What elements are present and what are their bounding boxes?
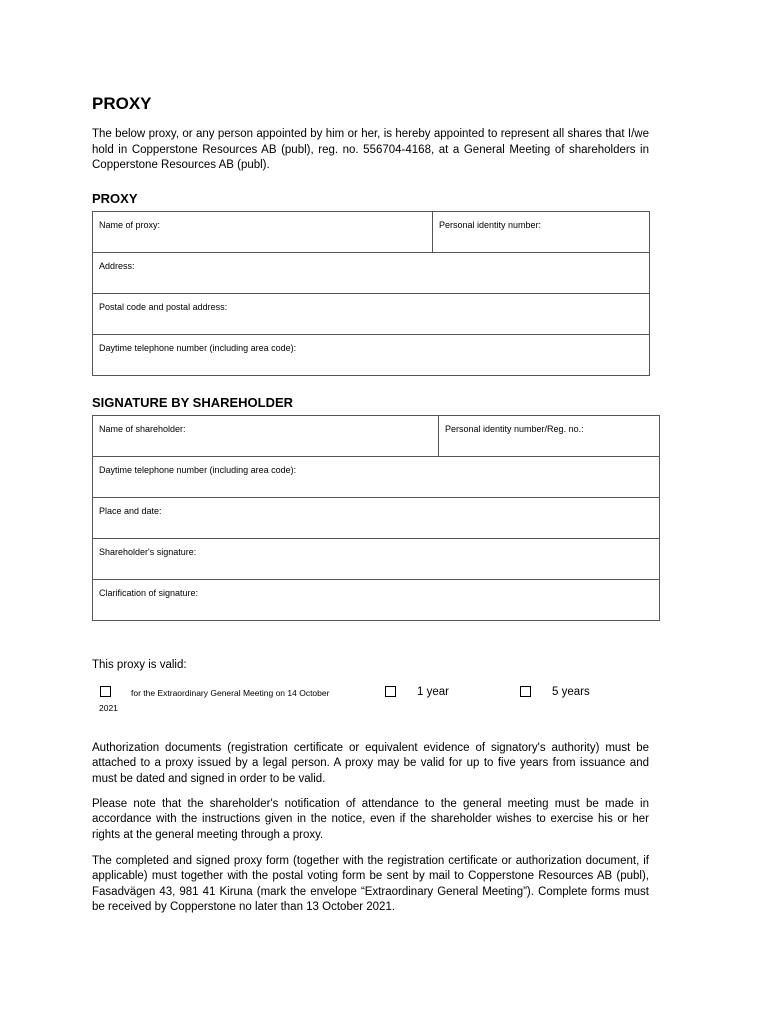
page-title: PROXY [92,94,152,113]
shareholder-personal-id-field[interactable] [439,416,660,457]
proxy-personal-id-label: Personal identity number: [439,220,542,230]
intro-text: The below proxy, or any person appointed by him or her, is hereby appointed to represent all shares that I/we hold in Copperstone Resources AB (publ), reg. no. 556704-4168, at a General Meeting of shareholders in Copperstone Resources AB (publ). [92,128,649,172]
proxy-section-heading: PROXY [92,191,138,206]
five-years-checkbox[interactable] [520,686,531,697]
shareholder-phone-label: Daytime telephone number (including area code): [99,465,297,475]
signature-clarification-field[interactable] [93,580,660,621]
signature-form-table [92,415,660,621]
place-date-field[interactable] [93,498,660,539]
proxy-form-table [92,211,650,376]
egm-checkbox[interactable] [100,686,111,697]
proxy-personal-id-field[interactable] [433,212,650,253]
signature-clarification-label: Clarification of signature: [99,588,199,598]
submission-paragraph: The completed and signed proxy form (together with the registration certificate or authorization document, if applicable) must together with the postal voting form be sent by mail to Copperstone Resources AB (publ), Fasadvägen 43, 981 41 Kiruna (mark the envelope “Extraordinary General Meeting”). Complete forms must be received by Copperstone no later than 13 October 2021. [92,855,649,914]
shareholder-name-label: Name of shareholder: [99,424,186,434]
validity-label: This proxy is valid: [92,659,187,671]
egm-option-label-line2: 2021 [99,703,118,713]
egm-option-label-line1: for the Extraordinary General Meeting on 14 October [131,688,330,698]
proxy-phone-label: Daytime telephone number (including area code): [99,343,297,353]
proxy-name-label: Name of proxy: [99,220,161,230]
proxy-postal-label: Postal code and postal address: [99,302,228,312]
proxy-postal-field[interactable] [93,294,650,335]
place-date-label: Place and date: [99,506,162,516]
proxy-phone-field[interactable] [93,335,650,376]
shareholder-personal-id-label: Personal identity number/Reg. no.: [445,424,584,434]
five-years-label: 5 years [552,686,590,698]
authorization-paragraph: Authorization documents (registration certificate or equivalent evidence of signatory's authority) must be attached to a proxy issued by a legal person. A proxy may be valid for up to five years from issuance and must be dated and signed in order to be valid. [92,742,649,785]
shareholder-name-field[interactable] [93,416,439,457]
shareholder-signature-field[interactable] [93,539,660,580]
attendance-note-paragraph: Please note that the shareholder's notification of attendance to the general meeting must be made in accordance with the instructions given in the notice, even if the shareholder wishes to exercise his or her rights at the general meeting through a proxy. [92,798,649,841]
shareholder-phone-field[interactable] [93,457,660,498]
signature-section-heading: SIGNATURE BY SHAREHOLDER [92,395,294,410]
shareholder-signature-label: Shareholder's signature: [99,547,197,557]
proxy-address-label: Address: [99,261,135,271]
one-year-label: 1 year [417,686,449,698]
proxy-address-field[interactable] [93,253,650,294]
proxy-name-field[interactable] [93,212,433,253]
one-year-checkbox[interactable] [385,686,396,697]
